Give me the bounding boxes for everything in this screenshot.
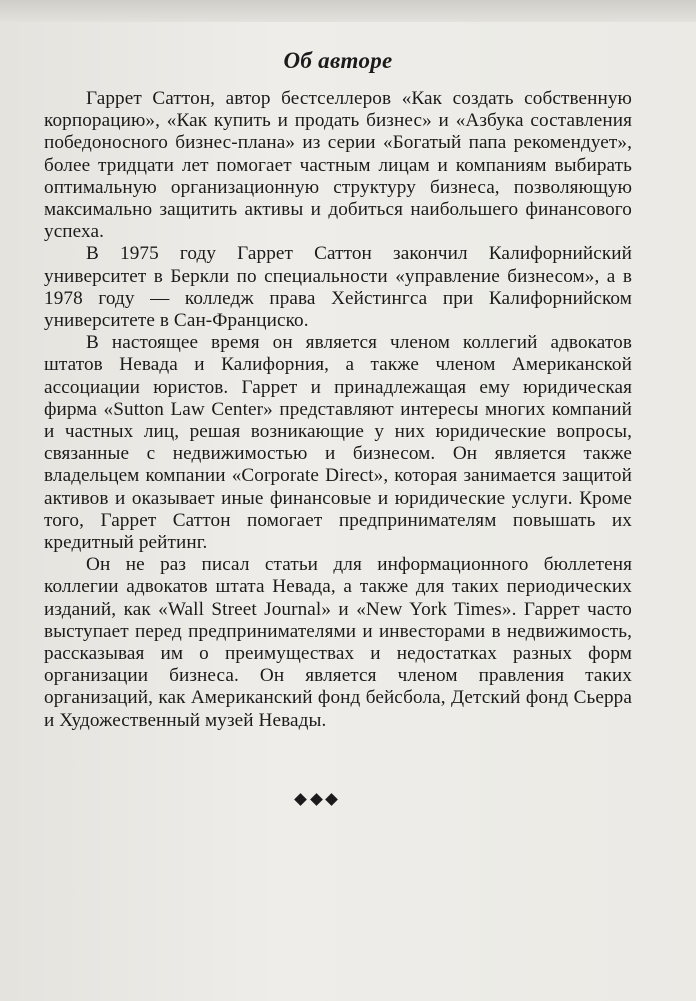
page-content (44, 48, 632, 732)
diamond-icon (310, 793, 323, 806)
paragraph-1: Гаррет Саттон, автор бестселлеров «Как создать собственную корпорацию», «Как купить и продать бизнес» и «Азбука составления победоносного бизнес-плана» из серии «Богатый папа рекомендует», более тридцати лет помогает частным лицам и компаниям выбирать оптимальную организационную структуру бизнеса, позволяющую максимально защитить активы и добиться наибольшего финансового успеха. (44, 88, 632, 243)
page-title: Об авторе (283, 48, 393, 73)
paragraph-4: Он не раз писал статьи для информационного бюллетеня коллегии адвокатов штата Невада, а также для таких периодических изданий, как «Wall Street Journal» и «New York Times». Гаррет часто выступает перед предпринимателями и инвесторами в недвижимость, рассказывая им о преимуществах и недостатках разных форм организации бизнеса. Он является членом правления таких организаций, как Американский фонд бейсбола, Детский фонд Сьерра и Художественный музей Невады. (44, 554, 632, 731)
diamond-icon (325, 793, 338, 806)
paragraph-2: В 1975 году Гаррет Саттон закончил Калифорнийский университет в Беркли по специальности «управление бизнесом», а в 1978 году — колледж права Хейстингса при Калифорнийском университете в Сан-Франциско. (44, 243, 632, 332)
paragraph-3: В настоящее время он является членом коллегий адвокатов штатов Невада и Калифорния, а также членом Американской ассоциации юристов. Гаррет и принадлежащая ему юридическая фирма «Sutton Law Center» представляют интересы многих компаний и частных лиц, решая возникающие у них юридические вопросы, связанные с недвижимостью и бизнесом. Он является также владельцем компании «Corporate Direct», которая занимается защитой активов и оказывает иные финансовые и юридические услуги. Кроме того, Гаррет Саттон помогает предпринимателям повышать их кредитный рейтинг. (44, 332, 632, 554)
three-diamonds-ornament-icon (296, 793, 336, 807)
diamond-icon (294, 793, 307, 806)
page-top-edge (0, 0, 696, 22)
